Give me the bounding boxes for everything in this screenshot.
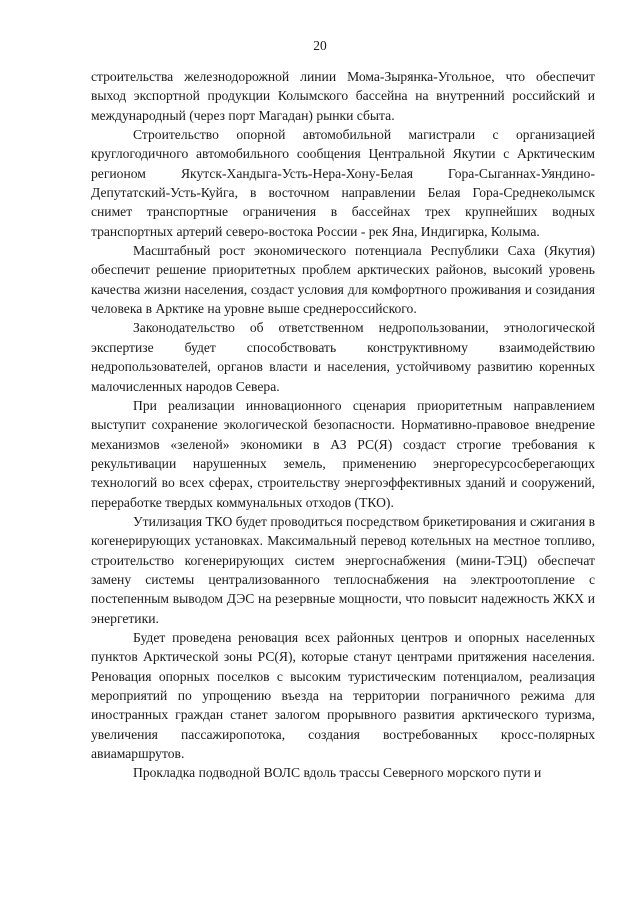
paragraph-renovation: Будет проведена реновация всех районных центров и опорных населенных пунктов Арктической зоны РС(Я), которые станут центрами притяжения населения. Реновация опорных поселков с высоким туристическим потенциалом, реализация мероприятий по упрощению въезда на территории пограничного режима для иностранных граждан станет залогом прорывного развития арктического туризма, увеличения пассажиропотока, создания востребованных кросс-полярных авиамаршрутов.	[91, 629, 595, 762]
paragraph-waste-utilization: Утилизация ТКО будет проводиться посредством брикетирования и сжигания в когенерирующих установках. Максимальный перевод котельных на местное топливо, строительство когенерирующих систем энергоснабжения (мини-ТЭЦ) обеспечат замену системы централизованного теплоснабжения на электроотопление с постепенным выводом ДЭС на резервные мощности, что повысит надежность ЖКХ и энергетики.	[91, 513, 596, 626]
page-number: 20	[313, 38, 327, 53]
document-body	[91, 67, 595, 783]
paragraph-economic-growth: Масштабный рост экономического потенциала Республики Саха (Якутия) обеспечит решение приоритетных проблем арктических районов, высокий уровень качества жизни населения, создаст условия для комфортного проживания и созидания человека в Арктике на уровне выше среднероссийского.	[91, 243, 595, 317]
paragraph-ecological-safety: При реализации инновационного сценария приоритетным направлением выступит сохранение экологической безопасности. Нормативно-правовое внедрение механизмов «зеленой» экономики в АЗ РС(Я) создаст строгие требования к рекультивации нарушенных земель, применению энергоресурсосберегающих технологий во всех сферах, строительству энергоэффективных зданий и сооружений, переработке твердых коммунальных отходов (ТКО).	[91, 397, 595, 510]
paragraph-highway-construction: Строительство опорной автомобильной магистрали с организацией круглогодичного автомобильного сообщения Центральной Якутии с Арктическим регионом Якутск-Хандыга-Усть-Нера-Хону-Белая Гора-Сыганнах-Уяндино-Депутатский-Усть-Куйга, в восточном направлении Белая Гора-Среднеколымск снимет транспортные ограничения в бассейнах трех крупнейших водных транспортных артерий северо-востока России - рек Яна, Индигирка, Колыма.	[91, 127, 595, 239]
paragraph-fiber-optic-line: Прокладка подводной ВОЛС вдоль трассы Северного морского пути и	[133, 765, 542, 781]
paragraph-subsoil-legislation: Законодательство об ответственном недропользовании, этнологической экспертизе будет способствовать конструктивному взаимодействию недропользователей, органов власти и населения, устойчивому развитию коренных малочисленных народов Севера.	[91, 320, 595, 394]
paragraph-railway-continuation: строительства железнодорожной линии Мома-Зырянка-Угольное, что обеспечит выход экспортной продукции Колымского бассейна на внутренний российский и международный (через порт Магадан) рынки сбыта.	[91, 69, 595, 123]
